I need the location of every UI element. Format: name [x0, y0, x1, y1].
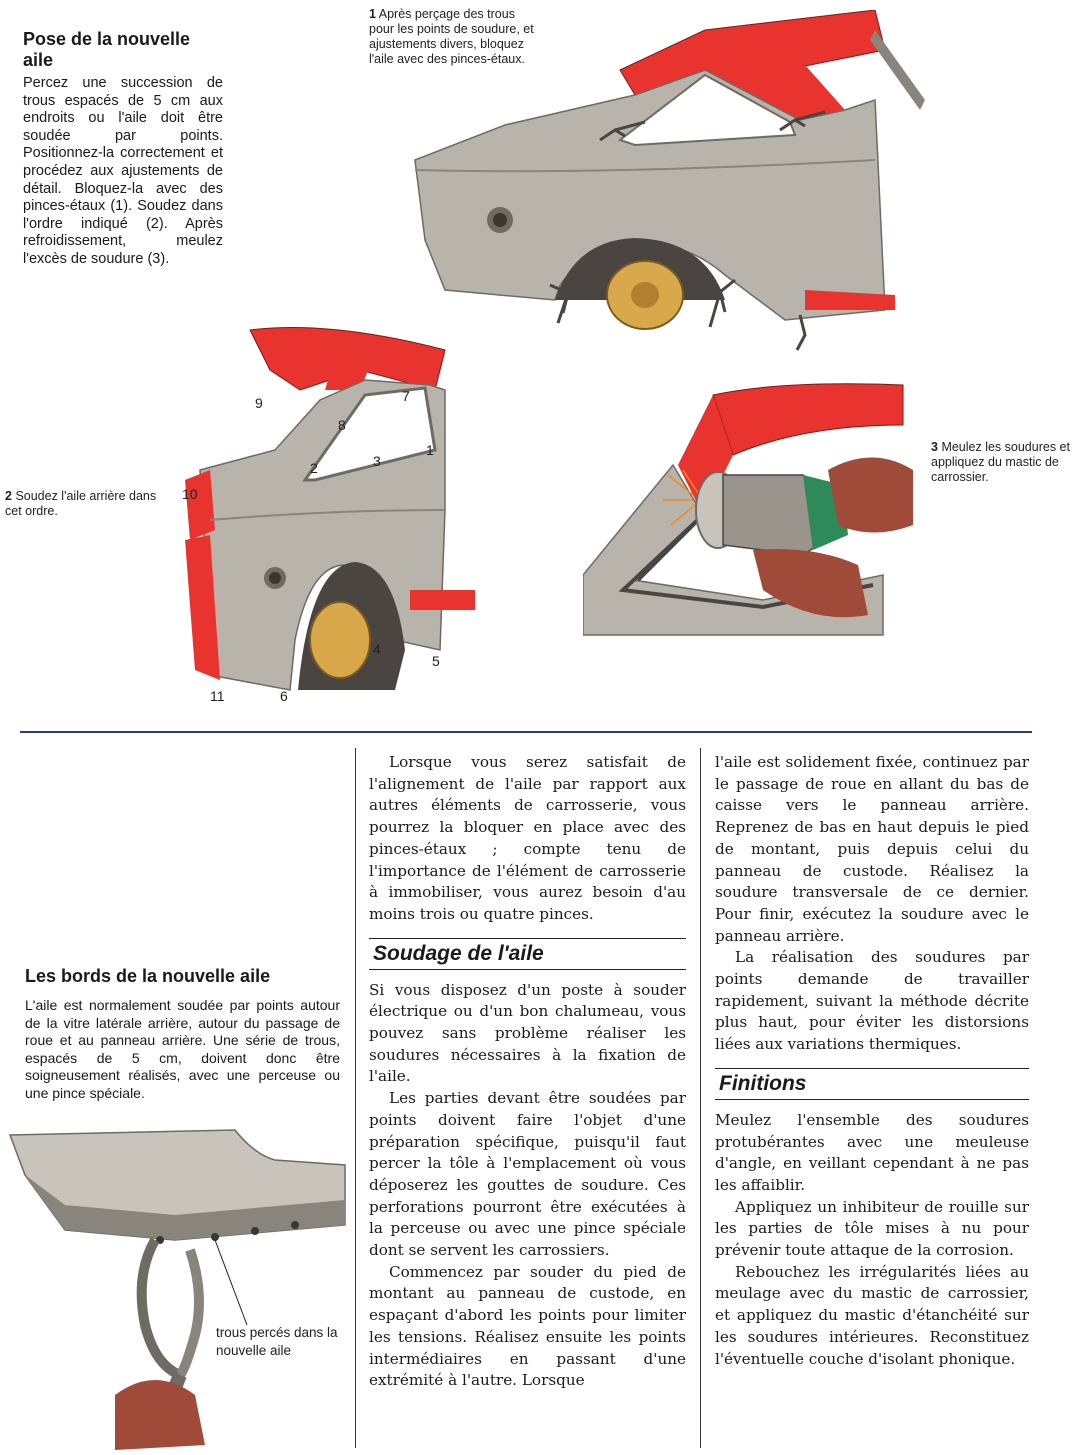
article-column-1 [369, 752, 686, 1392]
article-column-2 [715, 752, 1029, 1370]
heading-finitions [715, 1068, 1029, 1100]
col2-paragraph-1: l'aile est solidement fixée, continuez par le passage de roue en allant du bas de caisse vers le panneau arrière. Reprenez de bas en haut depuis le pied de montant, puis depuis celui du panneau de custode. Réalisez la soudure transversale de ce dernier. Pour finir, exécutez la soudure avec le panneau arrière. [715, 753, 1029, 945]
heading-soudage [369, 938, 686, 970]
col2-paragraph-3: Meulez l'ensemble des soudures protubérantes avec une meuleuse d'angle, en veillant cependant à ne pas les affaiblir. [715, 1110, 1029, 1194]
illustration-grinding [583, 375, 923, 650]
caption-2-text: Soudez l'aile arrière dans cet ordre. [5, 489, 157, 518]
col2-paragraph-2: La réalisation des soudures par points demande de travailler rapidement, suivant la méthode décrite plus haut, pour éviter les distorsions liées aux variations thermiques. [715, 948, 1029, 1054]
edges-title: Les bords de la nouvelle aile [25, 966, 271, 986]
order-number-10: 10 [182, 486, 198, 502]
order-number-3: 3 [373, 453, 381, 469]
edges-box [25, 966, 340, 1102]
caption-3-number: 3 [931, 440, 938, 454]
col2-paragraph-4: Appliquez un inhibiteur de rouille sur les parties de tôle mises à nu pour prévenir toute attaque de la corrosion. [715, 1197, 1029, 1260]
caption-3 [931, 440, 1077, 485]
caption-3-text: Meulez les soudures et appliquez du mastic de carrossier. [931, 440, 1070, 484]
order-number-2: 2 [310, 460, 318, 476]
callout-holes: trous percés dans la nouvelle aile [216, 1325, 338, 1358]
caption-2-number: 2 [5, 489, 12, 503]
order-number-6: 6 [280, 688, 288, 704]
intro-title: Pose de la nouvelle aile [23, 29, 191, 70]
col1-paragraph-4: Commencez par souder du pied de montant au panneau de custode, en espaçant d'abord les points pour limiter les tensions. Réalisez ensuite les points intermédiaires en passant d'une extrémité à l'autre. Lorsque [369, 1262, 686, 1390]
order-number-11: 11 [210, 688, 225, 704]
order-number-7: 7 [402, 388, 410, 404]
order-number-1: 1 [426, 442, 434, 458]
heading-soudage-text: Soudage de l'aile [373, 941, 544, 965]
col2-paragraph-5: Rebouchez les irrégularités liées au meulage avec du mastic de carrossier, et appliquez du mastic d'étanchéité sur les soudures intérieures. Reconstituez l'éventuelle couche d'isolant phonique. [715, 1262, 1029, 1368]
intro-text: Percez une succession de trous espacés de 5 cm aux endroits ou l'aile doit être soudée par points. Positionnez-la correctement et procédez aux ajustements de détail. Bloquez-la avec des pinces-étaux (1). Soudez dans l'ordre indiqué (2). Après refroidissement, meulez l'excès de soudure (3). [23, 75, 223, 267]
caption-1-text: Après perçage des trous pour les points de soudure, et ajustements divers, bloquez l'aile avec des pinces-étaux. [369, 7, 534, 66]
col1-paragraph-1: Lorsque vous serez satisfait de l'alignement de l'aile par rapport aux autres éléments de carrosserie, vous pourrez la bloquer en place avec des pinces-étaux ; compte tenu de l'importance de l'élément de carrosserie à immobiliser, vous aurez besoin d'au moins trois ou quatre pinces. [369, 753, 686, 923]
column-rule-left [355, 748, 356, 1448]
section-divider [20, 731, 1032, 733]
col1-paragraph-3: Les parties devant être soudées par points doivent faire l'objet d'une préparation spécifique, puisqu'il faut percer la tôle à l'emplacement où vous déposerez les gouttes de soudure. Ces perforations pourront être exécutées à la perceuse ou avec une pince spéciale dont se servent les carrossiers. [369, 1089, 686, 1260]
order-number-8: 8 [338, 417, 346, 433]
edges-text: L'aile est normalement soudée par points autour de la vitre latérale arrière, autour du passage de roue et au panneau arrière. Une série de trous, espacés de 5 cm, doivent donc être soigneusement réalisés, avec une perceuse ou une pince spéciale. [25, 997, 340, 1101]
caption-1-number: 1 [369, 7, 376, 21]
col1-paragraph-2: Si vous disposez d'un poste à souder électrique ou d'un bon chalumeau, vous pouvez sans problème réaliser les soudures nécessaires à la fixation de l'aile. [369, 980, 686, 1086]
illustration-panel-holes [5, 1125, 350, 1455]
heading-finitions-text: Finitions [719, 1071, 807, 1095]
caption-2 [5, 489, 165, 519]
illustration-weld-order [180, 310, 480, 710]
column-rule-right [700, 748, 701, 1448]
order-number-4: 4 [373, 641, 381, 657]
intro-box [23, 29, 223, 269]
illustration-clamps [405, 10, 1077, 355]
order-number-5: 5 [432, 653, 440, 669]
order-number-9: 9 [255, 395, 263, 411]
